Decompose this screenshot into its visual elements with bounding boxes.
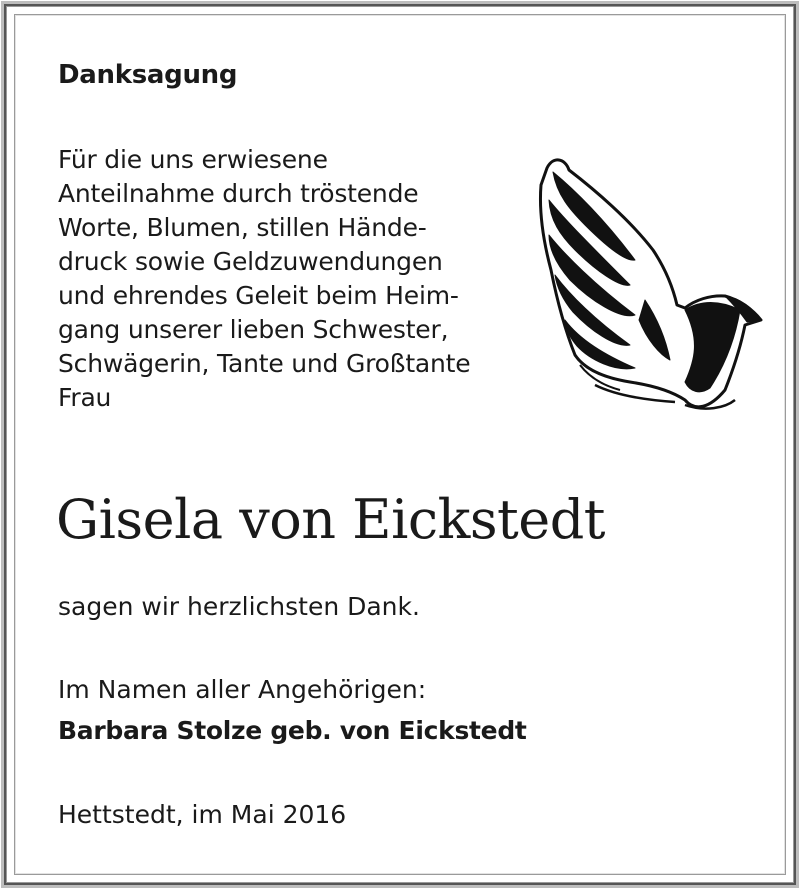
body-line: gang unserer lieben Schwester, [58,315,449,344]
signature-name: Barbara Stolze geb. von Eickstedt [58,716,527,745]
praying-hands-icon [535,150,765,415]
body-line: Anteilnahme durch tröstende [58,179,419,208]
deceased-name: Gisela von Eickstedt [56,488,605,551]
notice-body [58,143,558,415]
body-line: Worte, Blumen, stillen Hände- [58,213,427,242]
body-line: Für die uns erwiesene [58,145,328,174]
body-line: Schwägerin, Tante und Großtante [58,349,471,378]
body-line: druck sowie Geldzuwendungen [58,247,443,276]
notice-heading: Danksagung [58,60,238,90]
signature-intro: Im Namen aller Angehörigen: [58,675,427,704]
place-date: Hettstedt, im Mai 2016 [58,800,347,829]
body-line: Frau [58,383,112,412]
body-line: und ehrendes Geleit beim Heim- [58,281,459,310]
thanks-text: sagen wir herzlichsten Dank. [58,592,420,621]
